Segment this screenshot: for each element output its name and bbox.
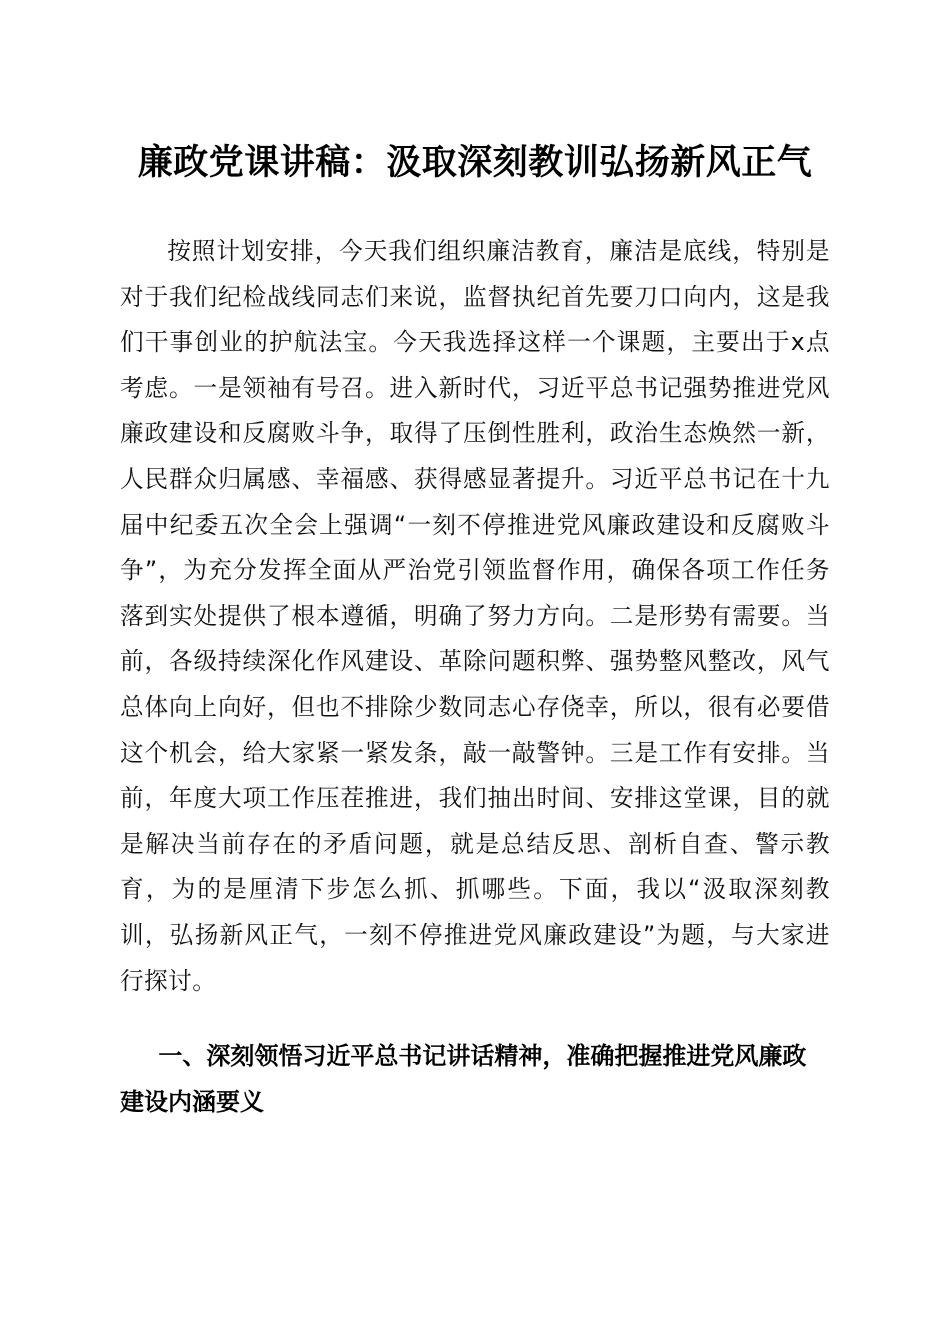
intro-paragraph: 按照计划安排，今天我们组织廉洁教育，廉洁是底线，特别是对于我们纪检战线同志们来说，监督执纪首先要刀口向内，这是我们干事创业的护航法宝。今天我选择这样一个课题，主要出于x点考虑。一是领袖有号召。进入新时代，习近平总书记强势推进党风廉政建设和反腐败斗争，取得了压倒性胜利，政治生态焕然一新，人民群众归属感、幸福感、获得感显著提升。习近平总书记在十九届中纪委五次全会上强调“一刻不停推进党风廉政建设和反腐败斗争”，为充分发挥全面从严治党引领监督作用，确保各项工作任务落到实处提供了根本遵循，明确了努力方向。二是形势有需要。当前，各级持续深化作风建设、革除问题积弊、强势整风整改，风气总体向上向好，但也不排除少数同志心存侥幸，所以，很有必要借这个机会，给大家紧一紧发条，敲一敲警钟。三是工作有安排。当前，年度大项工作压茬推进，我们抽出时间、安排这堂课，目的就是解决当前存在的矛盾问题，就是总结反思、剖析自查、警示教育，为的是厘清下步怎么抓、抓哪些。下面，我以“汲取深刻教训，弘扬新风正气，一刻不停推进党风廉政建设”为题，与大家进行探讨。	[120, 237, 830, 995]
section-heading-1: 一、深刻领悟习近平总书记讲话精神，准确把握推进党风廉政建设内涵要义	[120, 1042, 807, 1116]
document-title: 廉政党课讲稿：汲取深刻教训弘扬新风正气	[137, 142, 813, 183]
